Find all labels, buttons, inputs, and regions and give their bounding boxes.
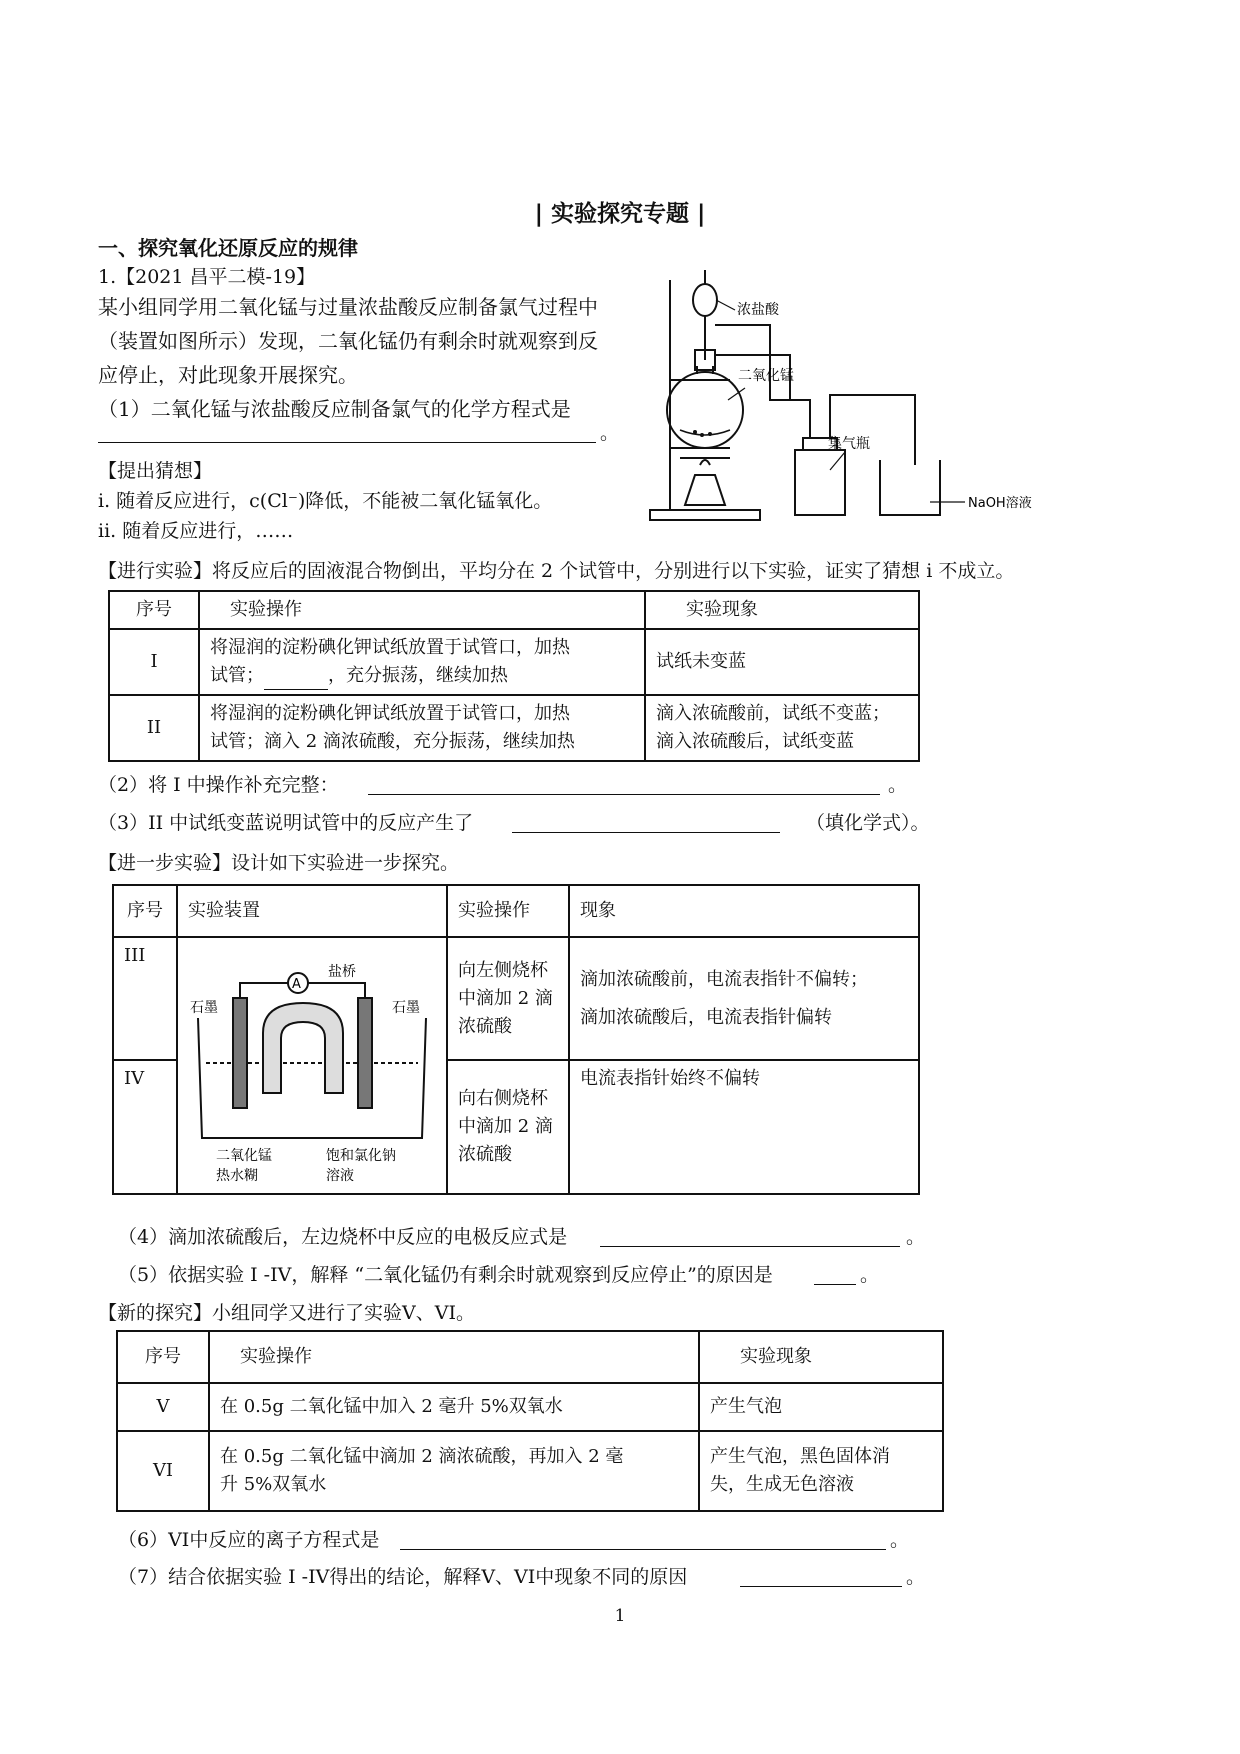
question-3: （3）II 中试纸变蓝说明试管中的反应产生了 bbox=[98, 812, 474, 834]
label-naoh: NaOH溶液 bbox=[968, 496, 1032, 511]
answer-blank-1[interactable] bbox=[98, 420, 596, 443]
page-title: | 实验探究专题 | bbox=[534, 201, 706, 227]
answer-blank-2[interactable] bbox=[368, 772, 880, 795]
table-row: I 将湿润的淀粉碘化钾试纸放置于试管口，加热 试管； ，充分振荡，继续加热 试纸未变蓝 bbox=[109, 629, 919, 695]
question-7: （7）结合依据实验 I -IV得出的结论，解释V、VI中现象不同的原因 bbox=[118, 1566, 688, 1588]
ammeter-symbol: A bbox=[292, 977, 301, 992]
label-mno2: 二氧化锰 bbox=[738, 368, 794, 384]
t1-header-id: 序号 bbox=[109, 591, 199, 629]
label-salt-bridge: 盐桥 bbox=[328, 964, 356, 980]
answer-blank-3[interactable] bbox=[512, 810, 780, 833]
question-source: 1.【2021 昌平二模-19】 bbox=[98, 266, 316, 288]
guess-ii: ii. 随着反应进行，…… bbox=[98, 520, 294, 542]
svg-text:二氧化锰: 二氧化锰 bbox=[216, 1148, 272, 1164]
section-heading: 一、探究氧化还原反应的规律 bbox=[98, 236, 358, 260]
label-graphite-left: 石墨 bbox=[190, 1000, 218, 1016]
further-heading: 【进一步实验】设计如下实验进一步探究。 bbox=[98, 852, 460, 874]
label-hcl: 浓盐酸 bbox=[737, 302, 779, 318]
label-graphite-right: 石墨 bbox=[392, 1000, 420, 1016]
table-row: VI 在 0.5g 二氧化锰中滴加 2 滴浓硫酸，再加入 2 毫 升 5%双氧水 产生气泡，黑色固体消 失，生成无色溶液 bbox=[117, 1431, 943, 1511]
chlorine-apparatus-figure bbox=[640, 270, 1070, 530]
answer-blank-7[interactable] bbox=[740, 1564, 902, 1587]
question-2: （2）将 I 中操作补充完整： bbox=[98, 774, 339, 796]
galvanic-cell-cell bbox=[177, 937, 447, 1194]
punct: 。 bbox=[600, 422, 620, 444]
intro-line-1: 某小组同学用二氧化锰与过量浓盐酸反应制备氯气过程中 bbox=[98, 295, 598, 319]
svg-text:饱和氯化钠: 饱和氯化钠 bbox=[326, 1148, 396, 1164]
question-5: （5）依据实验 I -IV，解释 “二氧化锰仍有剩余时就观察到反应停止”的原因是 bbox=[118, 1264, 773, 1286]
answer-blank-6[interactable] bbox=[400, 1527, 886, 1550]
table-row: V 在 0.5g 二氧化锰中加入 2 毫升 5%双氧水 产生气泡 bbox=[117, 1383, 943, 1431]
answer-blank-t1[interactable] bbox=[264, 667, 328, 690]
table-row: II 将湿润的淀粉碘化钾试纸放置于试管口，加热 试管；滴入 2 滴浓硫酸，充分振荡，继续加热 滴入浓硫酸前，试纸不变蓝； 滴入浓硫酸后，试纸变蓝 bbox=[109, 695, 919, 761]
intro-line-3: 应停止，对此现象开展探究。 bbox=[98, 363, 358, 387]
table-2: 序号 实验装置 实验操作 现象 III A 盐桥 石墨 石墨 二氧化锰 热水糊 饱和氯化钠 溶液 向左侧烧杯 中滴加 2 滴 浓硫酸 滴加浓硫酸前，电流表指针不偏转； 滴加浓硫酸后，电流表指针偏转 IV 向右侧烧杯 中滴加 2 滴 浓硫酸 电流表指针始终不偏转 bbox=[112, 884, 920, 1195]
answer-blank-4[interactable] bbox=[600, 1224, 900, 1247]
label-bottle: 集气瓶 bbox=[828, 436, 870, 452]
question-1: （1）二氧化锰与浓盐酸反应制备氯气的化学方程式是 bbox=[98, 397, 571, 421]
new-experiment-heading: 【新的探究】小组同学又进行了实验V、VI。 bbox=[98, 1302, 475, 1324]
question-6: （6）VI中反应的离子方程式是 bbox=[118, 1529, 380, 1551]
guess-i: i. 随着反应进行，c(Cl⁻)降低，不能被二氧化锰氧化。 bbox=[98, 490, 553, 512]
answer-blank-5[interactable] bbox=[814, 1262, 856, 1285]
page-number: 1 bbox=[614, 1606, 626, 1626]
guess-heading: 【提出猜想】 bbox=[98, 460, 213, 482]
t1-header-op: 实验操作 bbox=[199, 591, 645, 629]
intro-line-2: （装置如图所示）发现，二氧化锰仍有剩余时就观察到反 bbox=[98, 329, 598, 353]
galvanic-cell-diagram bbox=[178, 938, 446, 1184]
table-row: III A 盐桥 石墨 石墨 二氧化锰 热水糊 饱和氯化钠 溶液 向左侧烧杯 中滴加 2 滴 浓硫酸 滴加浓硫酸前，电流表指针不偏转； 滴加浓硫酸后，电流表指针偏转 bbox=[113, 937, 919, 1060]
table-3: 序号 实验操作 实验现象 V 在 0.5g 二氧化锰中加入 2 毫升 5%双氧水 产生气泡 VI 在 0.5g 二氧化锰中滴加 2 滴浓硫酸，再加入 2 毫 升 5%双氧水 产生气泡，黑色固体消 失，生成无色溶液 bbox=[116, 1330, 944, 1512]
experiment-intro: 【进行实验】将反应后的固液混合物倒出，平均分在 2 个试管中，分别进行以下实验，证实了猜想 i 不成立。 bbox=[98, 560, 1015, 582]
question-4: （4）滴加浓硫酸后，左边烧杯中反应的电极反应式是 bbox=[118, 1226, 568, 1248]
table-row: IV 向右侧烧杯 中滴加 2 滴 浓硫酸 电流表指针始终不偏转 bbox=[113, 1060, 919, 1194]
t1-header-res: 实验现象 bbox=[645, 591, 919, 629]
table-1 bbox=[108, 590, 920, 762]
svg-text:溶液: 溶液 bbox=[326, 1168, 354, 1184]
svg-text:热水糊: 热水糊 bbox=[216, 1168, 258, 1184]
